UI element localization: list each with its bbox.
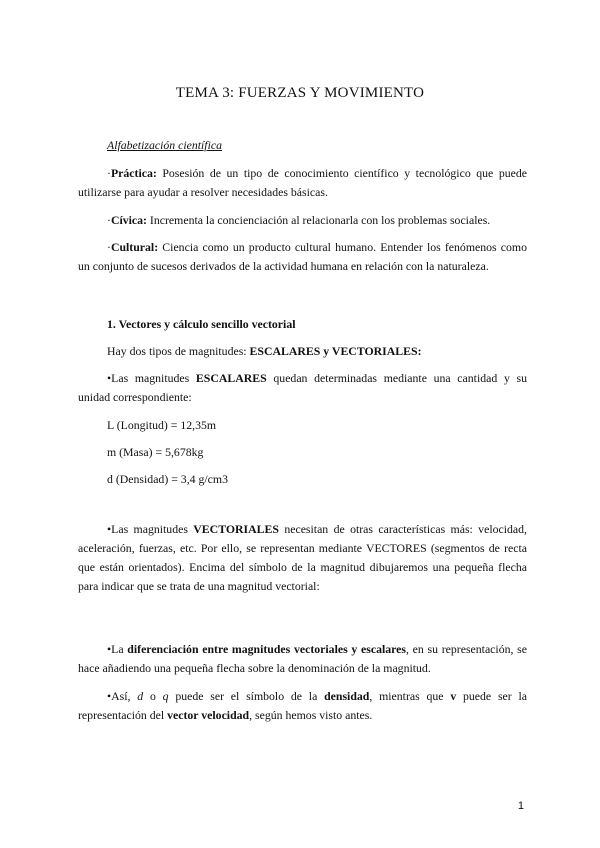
text-civica: Incrementa la concienciación al relacionarla con los problemas sociales. <box>146 213 491 227</box>
types-bold: ESCALARES y VECTORIALES: <box>249 344 422 358</box>
paragraph-practica <box>78 164 527 202</box>
paragraph-types <box>107 342 527 361</box>
asi-text: puede ser la representación del <box>78 689 527 722</box>
asi-text: , mientras que <box>369 689 451 703</box>
paragraph-asi <box>78 687 527 725</box>
diferenciacion-bold: diferenciación entre magnitudes vectoriales y escalares <box>127 642 406 656</box>
escalares-post: quedan determinadas mediante una cantidad y su unidad correspondiente: <box>78 371 528 404</box>
diferenciacion-post: , en su representación, se hace añadiendo una pequeña flecha sobre la denominación de la magnitud. <box>78 642 527 675</box>
vectoriales-bold: VECTORIALES <box>193 522 279 536</box>
example-masa: m (Masa) = 5,678kg <box>107 445 204 459</box>
paragraph-escalares <box>78 369 527 407</box>
vectoriales-post: necesitan de otras características más: velocidad, aceleración, fuerzas, etc. Por ello, se representan mediante VECTORES (segmentos de recta que están orientados). Encima del símbolo de la magnitud dibujaremos una pequeña flecha para indicar que se trata de una magnitud vectorial: <box>78 522 527 593</box>
label-cultural: Cultural: <box>110 240 159 254</box>
diferenciacion-pre: •La <box>107 642 128 656</box>
page-title: TEMA 3: FUERZAS Y MOVIMIENTO <box>175 85 425 101</box>
page-number: 1 <box>517 800 524 812</box>
paragraph-vectoriales <box>78 520 527 596</box>
text-practica: Posesión de un tipo de conocimiento científico y tecnológico que puede utilizarse para ayudar a resolver necesidades básicas. <box>78 166 527 199</box>
paragraph-cultural <box>78 238 527 276</box>
types-text: Hay dos tipos de magnitudes: <box>107 344 250 358</box>
paragraph-civica <box>78 211 527 230</box>
label-civica: Cívica: <box>110 213 147 227</box>
asi-text: puede ser el símbolo de la <box>168 689 325 703</box>
paragraph-diferenciacion <box>78 640 527 678</box>
label-practica: Práctica: <box>110 166 157 180</box>
section-1-heading <box>107 315 527 334</box>
bullet: · <box>107 240 111 254</box>
text-cultural: Ciencia como un producto cultural humano. Entender los fenómenos como un conjunto de sucesos derivados de la actividad humana en relación con la naturaleza. <box>78 240 527 273</box>
escalares-bold: ESCALARES <box>195 371 267 385</box>
escalares-pre: •Las magnitudes <box>107 371 196 385</box>
bullet: · <box>107 213 111 227</box>
bullet: · <box>107 166 111 180</box>
section-heading <box>107 136 527 155</box>
example-densidad: d (Densidad) = 3,4 g/cm3 <box>107 472 228 486</box>
example-longitud: L (Longitud) = 12,35m <box>107 418 217 432</box>
section-heading-text: Alfabetización científica <box>107 138 222 152</box>
bold-densidad: densidad <box>324 689 370 703</box>
asi-text: •Así, <box>107 689 138 703</box>
asi-text: o <box>143 689 163 703</box>
symbol-v: v <box>450 689 457 703</box>
vectoriales-pre: •Las magnitudes <box>107 522 194 536</box>
bold-vector-velocidad: vector velocidad <box>167 708 250 722</box>
symbol-q: q <box>162 689 169 703</box>
symbol-d: d <box>137 689 144 703</box>
asi-text: , según hemos visto antes. <box>249 708 373 722</box>
section-1-title: 1. Vectores y cálculo sencillo vectorial <box>107 317 296 331</box>
